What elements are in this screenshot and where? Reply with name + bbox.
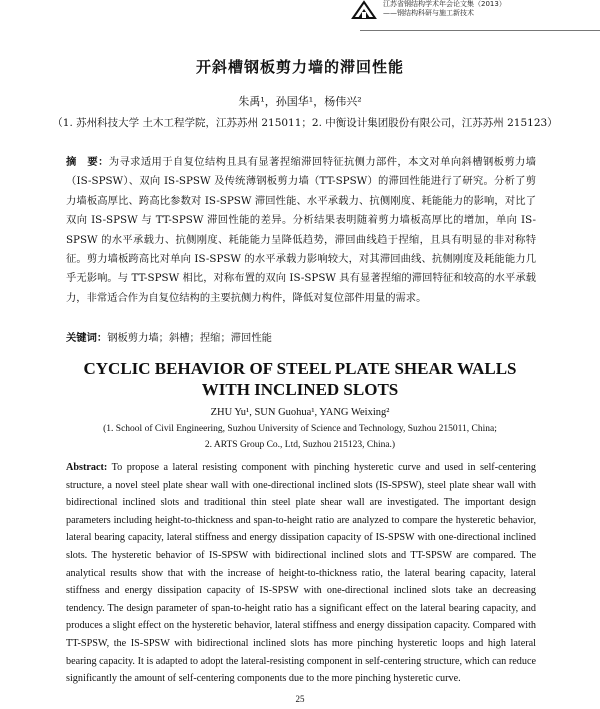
header-line-2: ——钢结构科研与施工新技术 <box>383 9 474 17</box>
header-text <box>383 0 506 18</box>
chinese-keywords-label: 关键词： <box>66 332 108 344</box>
english-abstract-label: Abstract: <box>66 462 108 473</box>
chinese-abstract <box>66 153 536 308</box>
english-title <box>0 358 600 400</box>
chinese-authors: 朱禹¹，孙国华¹，杨伟兴² <box>238 95 362 108</box>
chinese-keywords-text: 钢板剪力墙；斜槽；捏缩；滞回性能 <box>107 332 272 344</box>
header-divider <box>360 30 600 31</box>
chinese-abstract-label: 摘 要： <box>66 156 109 168</box>
english-abstract-text: To propose a lateral resisting component with pinching hysteretic curve and used in self-centering structure, a novel steel plate shear wall with one-directional inclined slots (IS-SPSW), steel plate shear wall with bidirectional inclined slots and traditional thin steel plate shear wall are investigated. The important design parameters including height-to-thickness and span-to-height ratio are analyzed to compare the hysteretic behavior, lateral bearing capacity, lateral stiffness and energy dissipation capacity of IS-SPSW with one-directional inclined slots. The hysteretic behavior of IS-SPSW with bidirectional inclined slots and TT-SPSW are compared. The analytical results show that with the increase of height-to-thickness ratio, the lateral bearing capacity, lateral stiffness and energy dissipation capacity of IS-SPSW with one-directional inclined slots take an decreasing tendency. The design parameter of span-to-height ratio has a significant effect on the lateral bearing capacity, and produces a slight effect on the hysteretic behavior, lateral stiffness and energy dissipation capacity. Compared with TT-SPSW, the IS-SPSW with bidirectional inclined slots has more pinching hysteretic loops and high lateral bearing capacity. It is adapted to adopt the lateral-resisting component in self-centering structure, which can reduce significantly the amount of self-centering components due to the more pinching hysteretic curve. <box>66 462 536 685</box>
english-title-line-1: CYCLIC BEHAVIOR OF STEEL PLATE SHEAR WALLS <box>83 359 517 378</box>
header-line-1: 江苏省钢结构学术年会论文集（2013） <box>383 0 506 8</box>
english-affiliation-1: (1. School of Civil Engineering, Suzhou University of Science and Technology, Suzhou 215011, China; <box>103 424 497 434</box>
chinese-affiliation: （1. 苏州科技大学 土木工程学院，江苏苏州 215011；2. 中衡设计集团股份有限公司，江苏苏州 215123） <box>52 117 558 129</box>
english-abstract <box>66 459 536 688</box>
society-logo-icon <box>351 0 377 20</box>
chinese-abstract-text: 为寻求适用于自复位结构且具有显著捏缩滞回特征抗侧力部件，本文对单向斜槽钢板剪力墙（IS-SPSW）、双向 IS-SPSW 及传统薄钢板剪力墙（TT-SPSW）的滞回性能进行了研究。分析了剪力墙板高厚比、跨高比参数对 IS-SPSW 滞回性能、水平承载力、抗侧刚度、耗能能力的影响，对比了双向 IS-SPSW 与 TT-SPSW 滞回性能的差异。分析结果表明随着剪力墙板高厚比的增加，单向 IS-SPSW 的水平承载力、抗侧刚度、耗能能力呈降低趋势，滞回曲线趋于捏缩，且具有明显的非对称特征。剪力墙板跨高比对单向 IS-SPSW 的水平承载力影响较大，对其滞回曲线、抗侧刚度及耗能能力几乎无影响。与 TT-SPSW 相比，对称布置的双向 IS-SPSW 具有显著捏缩的滞回特征和较高的水平承载力，非常适合作为自复位结构的主要抗侧力构件，降低对复位部件用量的需求。 <box>66 156 537 304</box>
page-header <box>0 0 600 36</box>
chinese-keywords <box>66 329 536 344</box>
page-number: 25 <box>295 694 305 704</box>
english-title-line-2: WITH INCLINED SLOTS <box>201 380 399 399</box>
english-authors: ZHU Yu¹, SUN Guohua¹, YANG Weixing² <box>210 407 390 418</box>
chinese-title: 开斜槽钢板剪力墙的滞回性能 <box>195 58 404 76</box>
english-affiliation-2: 2. ARTS Group Co., Ltd, Suzhou 215123, China.) <box>204 440 396 450</box>
